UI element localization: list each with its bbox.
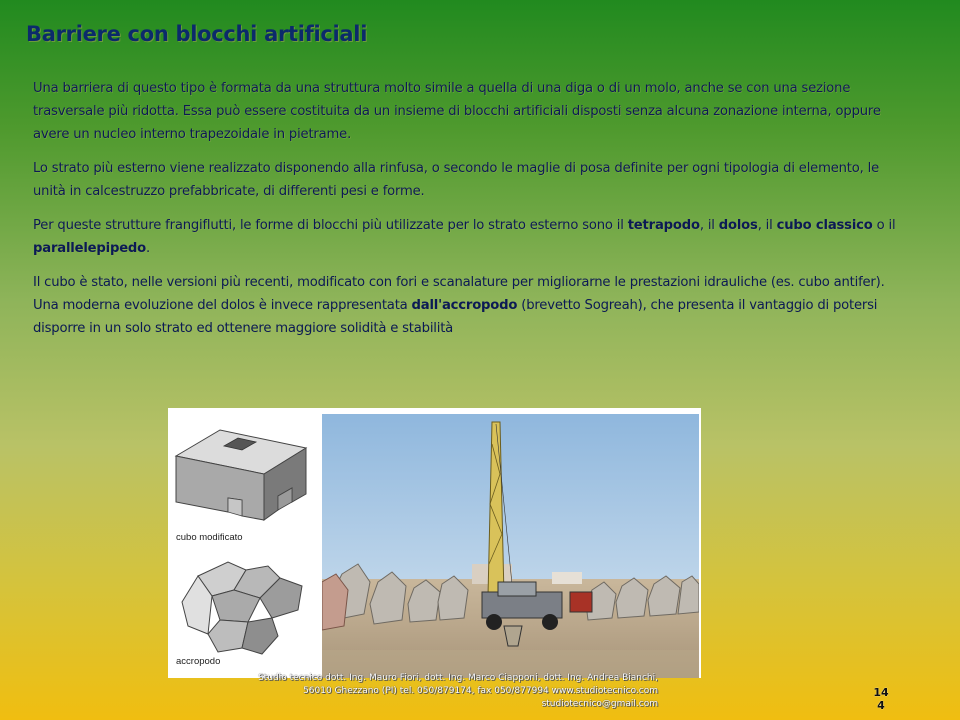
term-dolos: dolos <box>718 218 758 233</box>
footer-credits <box>138 672 658 711</box>
footer-line-1: Studio tecnico dott. Ing. Mauro Fiori, dott. Ing. Marco Ciapponi, dott. Ing. Andrea Bianchi, <box>258 673 658 683</box>
paragraph-3-text-1: Per queste strutture frangiflutti, le forme di blocchi più utilizzate per lo strato esterno sono il <box>33 218 628 233</box>
paragraph-4-text-2: (brevetto Sogreah), che presenta il vantaggio di potersi disporre in un solo strato ed ottenere maggiore solidità e stabilità <box>33 298 878 336</box>
paragraph-2: Lo strato più esterno viene realizzato disponendo alla rinfusa, o secondo le maglie di posa definite per ogni tipologia di elemento, le unità in calcestruzzo prefabbricate, di differenti pesi e forme. <box>33 161 879 199</box>
block-diagrams-panel <box>168 408 320 678</box>
term-tetrapodo: tetrapodo <box>627 218 700 233</box>
paragraph-3-text-5: . <box>146 241 151 256</box>
slide-body <box>33 77 913 351</box>
term-cubo-classico: cubo classico <box>776 218 873 233</box>
paragraph-3 <box>33 214 913 260</box>
paragraph-1: Una barriera di questo tipo è formata da una struttura molto simile a quella di una diga o di un molo, anche se con una sezione trasversale più ridotta. Essa può essere costituita da un insieme di blocchi artificiali disposti senza alcuna zonazione interna, oppure avere un nucleo interno trapezoidale in pietrame. <box>33 81 881 142</box>
paragraph-3-text-4: o il <box>872 218 896 233</box>
footer-line-2: 56010 Ghezzano (PI) tel. 050/879174, fax 050/877994 www.studiotecnico.com <box>303 686 658 696</box>
label-accropodo: accropodo <box>176 656 221 667</box>
slide-title: Barriere con blocchi artificiali <box>26 22 368 46</box>
modified-cube-drawing <box>168 408 320 538</box>
accropode-drawing <box>168 556 320 666</box>
term-parallelepipedo: parallelepipedo <box>33 241 147 256</box>
paragraph-3-text-3: , il <box>757 218 777 233</box>
paragraph-4-text-1: Il cubo è stato, nelle versioni più recenti, modificato con fori e scanalature per migliorarne le prestazioni idrauliche (es. cubo antifer). Una moderna evoluzione del dolos è invece rappresentata <box>33 275 885 313</box>
footer-line-3: studiotecnico@gmail.com <box>541 699 658 709</box>
breakwater-figure <box>168 408 701 678</box>
paragraph-3-text-2: , il <box>699 218 719 233</box>
breakwater-construction-photo <box>322 414 699 678</box>
paragraph-4 <box>33 271 913 340</box>
term-accropodo: dall'accropodo <box>411 298 518 313</box>
page-number: 14 4 <box>873 686 889 712</box>
label-cubo-modificato: cubo modificato <box>176 532 243 543</box>
